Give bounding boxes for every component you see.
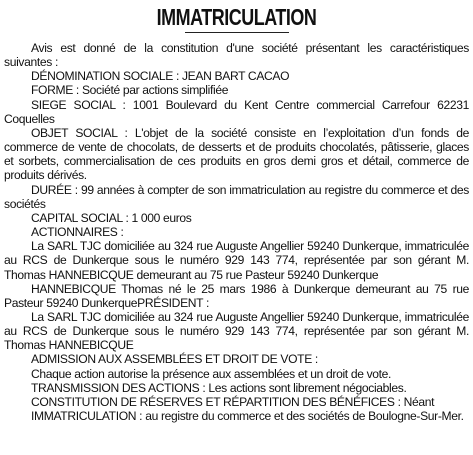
paragraph-duree: DURÉE : 99 années à compter de son immatriculation au registre du commerce et des sociétés (4, 182, 469, 211)
paragraph-actionnaire-hannebicque: HANNEBICQUE Thomas né le 25 mars 1986 à Dunkerque demeurant au 75 rue Pasteur 59240 DunkerquePRÉSIDENT : (4, 281, 469, 310)
paragraph-objet-social: OBJET SOCIAL : L'objet de la société consiste en l’exploitation d’un fonds de commerce de vente de chocolats, de desserts et de produits chocolatés, pâtisserie, glaces et sorbets, commercialisation de ces produits en gros demi gros et détail, commerce de produits dérivés. (4, 125, 469, 183)
paragraph-president: La SARL TJC domiciliée au 324 rue Auguste Angellier 59240 Dunkerque, immatriculée au RCS de Dunkerque sous le numéro 929 143 774, représentée par son gérant M. Thomas HANNEBICQUE (4, 309, 469, 353)
paragraph-immatriculation: IMMATRICULATION : au registre du commerce et des sociétés de Boulogne-Sur-Mer. (31, 409, 464, 424)
paragraph-forme: FORME : Société par actions simplifiée (31, 83, 229, 98)
paragraph-actionnaire-sarl: La SARL TJC domiciliée au 324 rue Auguste Angellier 59240 Dunkerque, immatriculée au RCS de Dunkerque sous le numéro 929 143 774, représentée par son gérant M. Thomas HANNEBICQUE demeurant au 75 rue Pasteur 59240 Dunkerque (4, 239, 469, 282)
paragraph-siege-social: SIEGE SOCIAL : 1001 Boulevard du Kent Centre commercial Carrefour 62231 Coquelles (4, 97, 469, 126)
title-underline (185, 32, 289, 33)
paragraph-denomination: DÉNOMINATION SOCIALE : JEAN BART CACAO (31, 69, 290, 84)
paragraph-reserves: CONSTITUTION DE RÉSERVES ET RÉPARTITION DES BÉNÉFICES : Néant (31, 394, 435, 409)
legal-notice (4, 4, 469, 423)
paragraph-admission-text: Chaque action autorise la présence aux assemblées et un droit de vote. (31, 366, 392, 381)
paragraph-intro: Avis est donné de la constitution d'une société présentant les caractéristiques suivantes : (4, 41, 469, 70)
paragraph-admission-heading: ADMISSION AUX ASSEMBLÉES ET DROIT DE VOTE : (31, 352, 318, 367)
paragraph-transmission: TRANSMISSION DES ACTIONS : Les actions sont librement négociables. (31, 380, 407, 395)
paragraph-actionnaires-heading: ACTIONNAIRES : (31, 225, 124, 240)
notice-title: IMMATRICULATION (156, 4, 317, 30)
paragraph-capital-social: CAPITAL SOCIAL : 1 000 euros (31, 210, 192, 225)
